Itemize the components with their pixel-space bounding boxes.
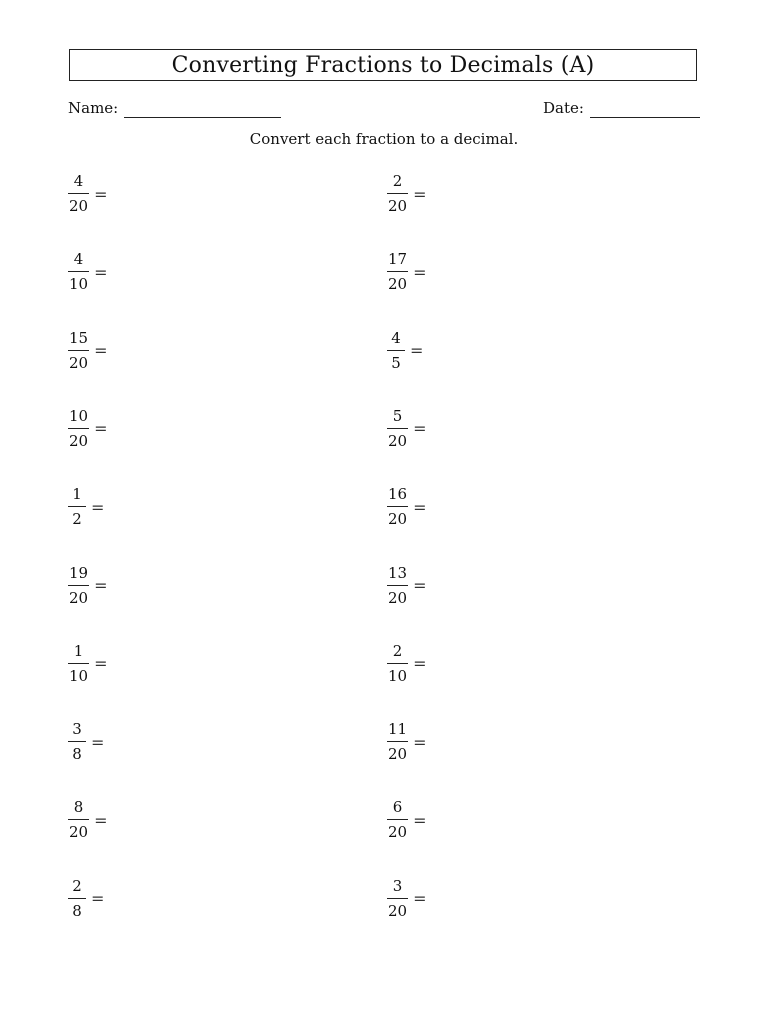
fraction-bar bbox=[68, 898, 86, 899]
fraction bbox=[68, 798, 89, 842]
fraction bbox=[68, 642, 89, 686]
denominator: 20 bbox=[388, 588, 408, 607]
numerator: 11 bbox=[388, 720, 408, 739]
denominator: 20 bbox=[388, 823, 408, 842]
fraction-problem bbox=[387, 798, 427, 842]
fraction-bar bbox=[68, 428, 89, 429]
numerator: 8 bbox=[73, 798, 84, 817]
fraction bbox=[68, 250, 89, 294]
fraction bbox=[387, 720, 408, 764]
fraction-problem bbox=[68, 172, 108, 216]
fraction-problem bbox=[387, 329, 423, 373]
fraction-problem bbox=[68, 329, 108, 373]
denominator: 20 bbox=[388, 745, 408, 764]
fraction bbox=[387, 407, 408, 451]
fraction bbox=[68, 172, 89, 216]
equals-sign: = bbox=[91, 497, 105, 517]
worksheet-title bbox=[69, 49, 697, 81]
equals-sign: = bbox=[413, 184, 427, 204]
equals-sign: = bbox=[94, 576, 108, 595]
denominator: 2 bbox=[72, 510, 82, 529]
numerator: 15 bbox=[69, 328, 89, 347]
numerator: 10 bbox=[69, 406, 89, 425]
fraction bbox=[68, 877, 86, 921]
fraction-bar bbox=[68, 663, 89, 664]
equals-sign: = bbox=[413, 732, 427, 752]
numerator: 3 bbox=[72, 720, 82, 739]
fraction-problem bbox=[68, 877, 104, 921]
denominator: 20 bbox=[69, 431, 89, 450]
fraction-bar bbox=[68, 271, 89, 272]
equals-sign: = bbox=[413, 419, 427, 439]
fraction bbox=[387, 798, 408, 842]
fraction bbox=[387, 642, 408, 686]
fraction-bar bbox=[387, 585, 408, 586]
denominator: 8 bbox=[72, 901, 82, 920]
fraction bbox=[387, 564, 408, 608]
equals-sign: = bbox=[94, 419, 108, 439]
denominator: 20 bbox=[69, 353, 89, 372]
denominator: 20 bbox=[69, 823, 89, 842]
fraction-problem bbox=[68, 485, 104, 529]
fraction-problem bbox=[387, 720, 427, 764]
numerator: 13 bbox=[388, 563, 408, 582]
numerator: 2 bbox=[72, 876, 82, 895]
numerator: 1 bbox=[72, 485, 82, 504]
fraction-problem bbox=[387, 642, 427, 686]
fraction-problem bbox=[387, 877, 427, 921]
denominator: 10 bbox=[69, 666, 89, 685]
numerator: 3 bbox=[392, 876, 403, 895]
date-blank-line[interactable] bbox=[590, 97, 700, 118]
denominator: 20 bbox=[388, 510, 408, 529]
fraction-problem bbox=[68, 564, 108, 608]
numerator: 5 bbox=[392, 406, 403, 425]
denominator: 20 bbox=[388, 197, 408, 215]
fraction-problem bbox=[68, 720, 104, 764]
numerator: 6 bbox=[392, 798, 403, 817]
fraction bbox=[387, 877, 408, 921]
numerator: 1 bbox=[73, 641, 84, 660]
equals-sign: = bbox=[413, 889, 427, 909]
fraction bbox=[68, 564, 89, 608]
numerator: 4 bbox=[73, 172, 84, 190]
fraction bbox=[68, 720, 86, 764]
equals-sign: = bbox=[413, 576, 427, 595]
fraction-bar bbox=[68, 193, 89, 194]
date-field bbox=[543, 97, 700, 118]
name-label: Name: bbox=[68, 99, 119, 117]
equals-sign: = bbox=[410, 341, 424, 361]
equals-sign: = bbox=[94, 654, 108, 674]
fraction-bar bbox=[68, 350, 89, 351]
equals-sign: = bbox=[413, 810, 427, 830]
fraction-bar bbox=[387, 350, 405, 351]
equals-sign: = bbox=[94, 262, 108, 282]
equals-sign: = bbox=[91, 732, 105, 752]
fraction-problem bbox=[68, 250, 108, 294]
date-label: Date: bbox=[543, 99, 584, 117]
fraction-problem bbox=[68, 798, 108, 842]
denominator: 20 bbox=[69, 197, 89, 215]
equals-sign: = bbox=[94, 810, 108, 830]
name-field bbox=[68, 97, 281, 118]
denominator: 10 bbox=[69, 275, 89, 294]
fraction-bar bbox=[68, 506, 86, 507]
fraction-bar bbox=[387, 663, 408, 664]
numerator: 19 bbox=[69, 563, 89, 582]
numerator: 2 bbox=[392, 172, 403, 190]
equals-sign: = bbox=[94, 341, 108, 361]
fraction-problem bbox=[387, 564, 427, 608]
fraction-problem bbox=[68, 642, 108, 686]
fraction bbox=[387, 250, 408, 294]
fraction-bar bbox=[387, 898, 408, 899]
equals-sign: = bbox=[91, 889, 105, 909]
name-blank-line[interactable] bbox=[124, 97, 281, 118]
fraction-bar bbox=[68, 819, 89, 820]
denominator: 5 bbox=[391, 353, 401, 372]
fraction-bar bbox=[387, 193, 408, 194]
fraction-bar bbox=[68, 585, 89, 586]
fraction bbox=[387, 485, 408, 529]
denominator: 20 bbox=[388, 275, 408, 294]
denominator: 10 bbox=[388, 666, 408, 685]
fraction-bar bbox=[68, 741, 86, 742]
fraction bbox=[68, 407, 89, 451]
denominator: 20 bbox=[388, 431, 408, 450]
equals-sign: = bbox=[413, 497, 427, 517]
fraction bbox=[68, 329, 89, 373]
fraction-bar bbox=[387, 819, 408, 820]
fraction-bar bbox=[387, 506, 408, 507]
equals-sign: = bbox=[413, 654, 427, 674]
fraction-bar bbox=[387, 271, 408, 272]
numerator: 17 bbox=[388, 250, 408, 269]
numerator: 16 bbox=[388, 485, 408, 504]
fraction-bar bbox=[387, 741, 408, 742]
fraction bbox=[387, 329, 405, 373]
instructions: Convert each fraction to a decimal. bbox=[249, 130, 519, 148]
worksheet-title-text: Converting Fractions to Decimals (A) bbox=[171, 52, 595, 78]
fraction bbox=[387, 172, 408, 216]
numerator: 4 bbox=[73, 250, 84, 269]
denominator: 8 bbox=[72, 745, 82, 764]
numerator: 2 bbox=[392, 641, 403, 660]
equals-sign: = bbox=[413, 262, 427, 282]
denominator: 20 bbox=[388, 901, 408, 920]
fraction-problem bbox=[387, 407, 427, 451]
fraction bbox=[68, 485, 86, 529]
numerator: 4 bbox=[391, 328, 401, 347]
fraction-problem bbox=[387, 485, 427, 529]
fraction-bar bbox=[387, 428, 408, 429]
equals-sign: = bbox=[94, 184, 108, 204]
denominator: 20 bbox=[69, 588, 89, 607]
fraction-problem bbox=[387, 250, 427, 294]
fraction-problem bbox=[387, 172, 427, 216]
fraction-problem bbox=[68, 407, 108, 451]
